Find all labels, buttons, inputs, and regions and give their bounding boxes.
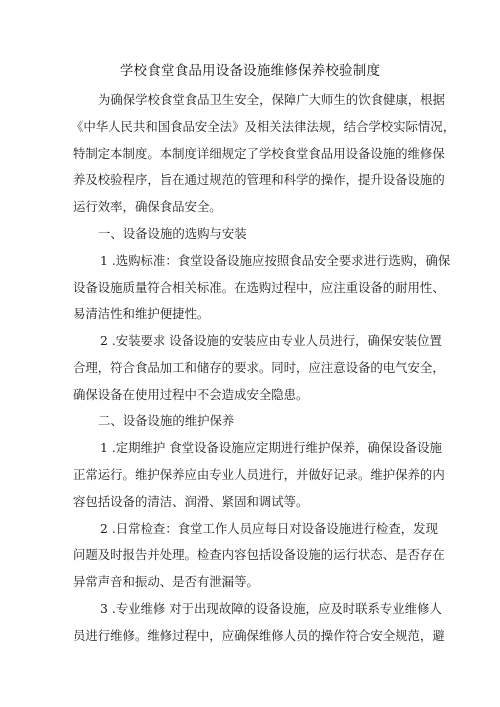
- paragraph-line: 3 .专业维修 对于出现故障的设备设施，应及时联系专业维修人: [100, 601, 442, 616]
- paragraph-line: 特制定本制度。本制度详细规定了学校食堂食品用设备设施的维修保: [73, 146, 445, 161]
- section-heading: 一、设备设施的选购与安装: [98, 226, 247, 241]
- paragraph-line: 设备设施质量符合相关标准。在选购过程中，应注重设备的耐用性、: [73, 280, 445, 295]
- paragraph-line: 问题及时报告并处理。检查内容包括设备设施的运行状态、是否存在: [73, 547, 445, 562]
- paragraph-line: 2 .日常检查：食堂工作人员应每日对设备设施进行检查，发现: [100, 521, 438, 536]
- paragraph-line: 2 .安装要求 设备设施的安装应由专业人员进行，确保安装位置: [100, 333, 442, 348]
- paragraph-line: 易清洁性和维护便捷性。: [73, 306, 210, 321]
- paragraph-line: 员进行维修。维修过程中，应确保维修人员的操作符合安全规范，避: [73, 628, 445, 643]
- paragraph-line: 1 .定期维护 食堂设备设施应定期进行维护保养，确保设备设施: [100, 440, 442, 455]
- paragraph-line: 确保设备在使用过程中不会造成安全隐患。: [73, 387, 309, 402]
- paragraph-line: 运行效率，确保食品安全。: [73, 199, 222, 214]
- paragraph-line: 为确保学校食堂食品卫生安全，保障广大师生的饮食健康，根据: [98, 92, 445, 107]
- paragraph-line: 《中华人民共和国食品安全法》及相关法律法规，结合学校实际情况，: [71, 119, 456, 134]
- paragraph-line: 正常运行。维护保养应由专业人员进行，并做好记录。维护保养的内: [73, 467, 445, 482]
- paragraph-line: 养及校验程序，旨在通过规范的管理和科学的操作，提升设备设施的: [73, 172, 445, 187]
- document-title: 学校食堂食品用设备设施维修保养校验制度: [119, 63, 381, 79]
- section-heading: 二、设备设施的维护保养: [98, 413, 235, 428]
- paragraph-line: 容包括设备的清洁、润滑、紧固和调试等。: [73, 494, 309, 509]
- paragraph-line: 异常声音和振动、是否有泄漏等。: [73, 574, 259, 589]
- paragraph-line: 1 .选购标准：食堂设备设施应按照食品安全要求进行选购，确保: [100, 253, 451, 268]
- paragraph-line: 合理，符合食品加工和储存的要求。同时，应注意设备的电气安全，: [73, 360, 445, 375]
